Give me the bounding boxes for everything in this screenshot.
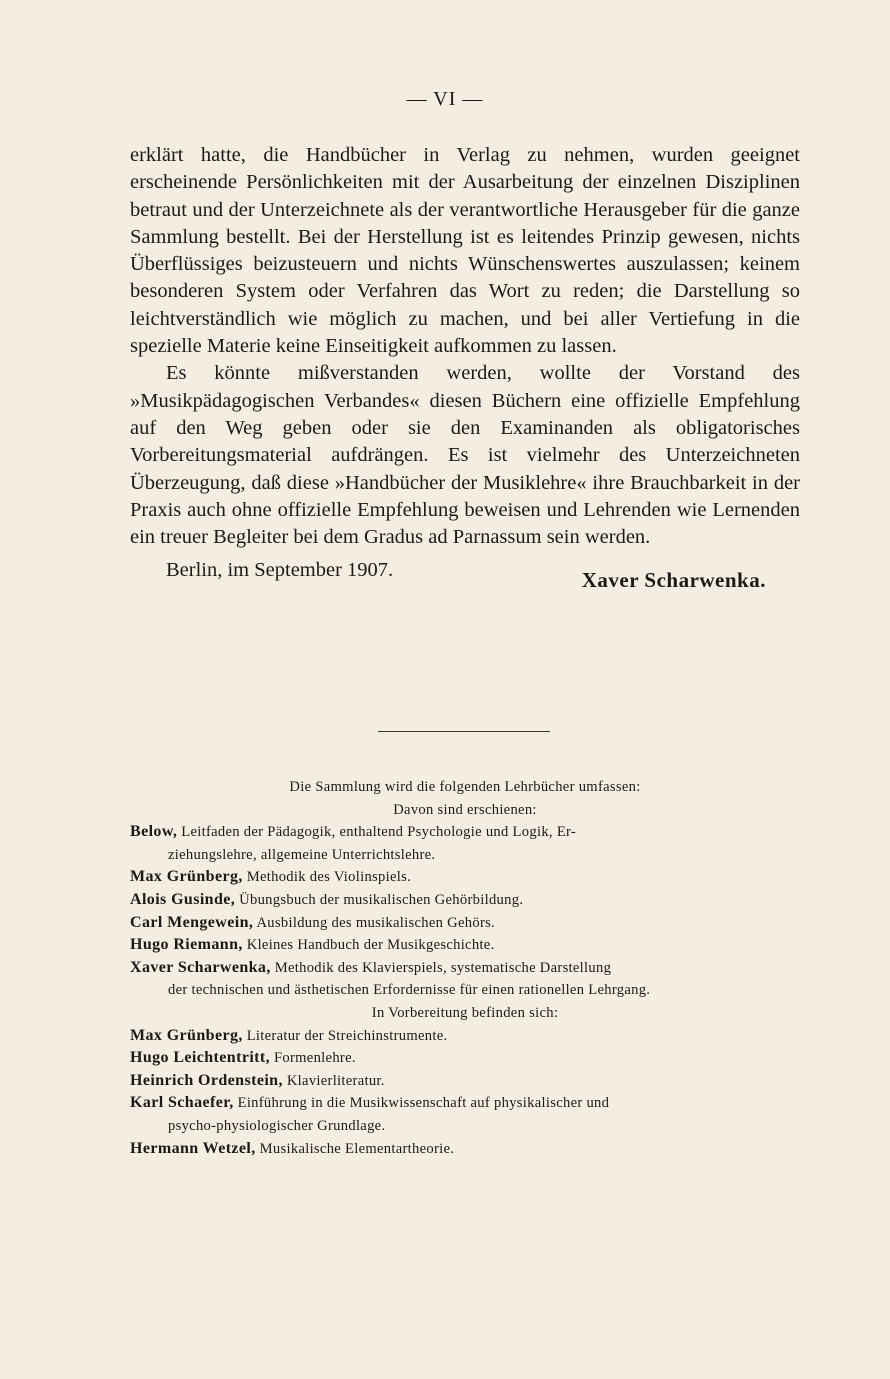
book-title: Leitfaden der Pädagogik, enthaltend Psychologie und Logik, Er- (181, 824, 577, 841)
divider-rule (378, 731, 550, 732)
author-name: Max Grünberg, (130, 868, 243, 886)
book-title: Musikalische Elementartheorie. (259, 1140, 455, 1157)
list-item (130, 1047, 800, 1070)
book-title: Ausbildung des musikalischen Gehörs. (256, 914, 496, 931)
author-name: Heinrich Ordenstein, (130, 1071, 283, 1089)
author-name: Below, (130, 823, 178, 841)
author-name: Carl Mengewein, (130, 913, 254, 931)
book-title: Methodik des Klavierspiels, systematische Darstellung (274, 959, 612, 976)
book-title: Literatur der Streichinstrumente. (246, 1027, 448, 1044)
author-name: Hermann Wetzel, (130, 1139, 256, 1157)
author-name: Xaver Scharwenka, (130, 958, 271, 976)
collection-intro: Die Sammlung wird die folgenden Lehrbücher umfassen: (289, 779, 641, 795)
list-item (130, 934, 800, 957)
preface-paragraph-2: Es könnte mißverstanden werden, wollte der Vorstand des »Musikpädagogischen Verbandes« diesen Büchern eine offizielle Empfehlung auf den Weg geben oder sie den Examinanden als obligatorisches Vorbereitungsmaterial aufdrängen. Es ist vielmehr des Unterzeichneten Überzeugung, daß diese »Handbücher der Musiklehre« ihre Brauchbarkeit in der Praxis auch ohne offizielle Empfehlung beweisen und Lehrenden wie Lernenden ein treuer Begleiter bei dem Gradus ad Parnassum sein werden. (130, 362, 800, 549)
preface-text (130, 142, 800, 593)
list-item (130, 1025, 800, 1048)
book-title: Einführung in die Musikwissenschaft auf physikalischer und (237, 1095, 610, 1112)
list-item (130, 957, 800, 980)
list-item (130, 821, 800, 844)
book-title: Übungsbuch der musikalischen Gehörbildung. (239, 891, 524, 908)
preface-paragraph-1: erklärt hatte, die Handbücher in Verlag zu nehmen, wurden geeignet erscheinende Persönlichkeiten mit der Ausarbeitung der einzelnen Disziplinen betraut und der Unterzeichnete als der verantwortliche Herausgeber für die ganze Sammlung bestellt. Bei der Herstellung ist es leitendes Prinzip gewesen, nichts Überflüssiges beizusteuern und nichts Wünschenswertes auszulassen; keinem besonderen System oder Verfahren das Wort zu reden; die Darstellung so leichtverständlich wie möglich zu machen, und bei aller Vertiefung in die spezielle Materie keine Einseitigkeit aufkommen zu lassen. (130, 144, 800, 358)
author-name: Hugo Leichtentritt, (130, 1049, 271, 1067)
list-item (130, 1070, 800, 1093)
list-item (130, 912, 800, 935)
page-header: — VI — (406, 88, 484, 110)
list-item (130, 1092, 800, 1115)
preparing-heading: In Vorbereitung befinden sich: (371, 1004, 559, 1021)
book-title-continued: ziehungslehre, allgemeine Unterrichtslehre. (168, 846, 436, 863)
author-name: Max Grünberg, (130, 1026, 243, 1044)
published-heading: Davon sind erschienen: (393, 801, 537, 818)
book-title-continued: psycho-physiologischer Grundlage. (168, 1117, 386, 1134)
book-title-continued: der technischen und ästhetischen Erfordernisse für einen rationellen Lehrgang. (168, 982, 651, 999)
author-name: Hugo Riemann, (130, 936, 243, 954)
list-item (130, 1138, 800, 1161)
list-item (130, 889, 800, 912)
book-title: Kleines Handbuch der Musikgeschichte. (246, 937, 495, 954)
author-name: Karl Schaefer, (130, 1094, 234, 1112)
collection-list (130, 776, 800, 1160)
place-date: Berlin, im September 1907. (166, 559, 394, 582)
book-title: Formenlehre. (273, 1050, 356, 1067)
list-item (130, 866, 800, 889)
signature-block (130, 553, 800, 593)
book-title: Methodik des Violinspiels. (246, 869, 412, 886)
signature: Xaver Scharwenka. (581, 568, 766, 593)
book-title: Klavierliteratur. (286, 1072, 385, 1089)
author-name: Alois Gusinde, (130, 890, 236, 908)
